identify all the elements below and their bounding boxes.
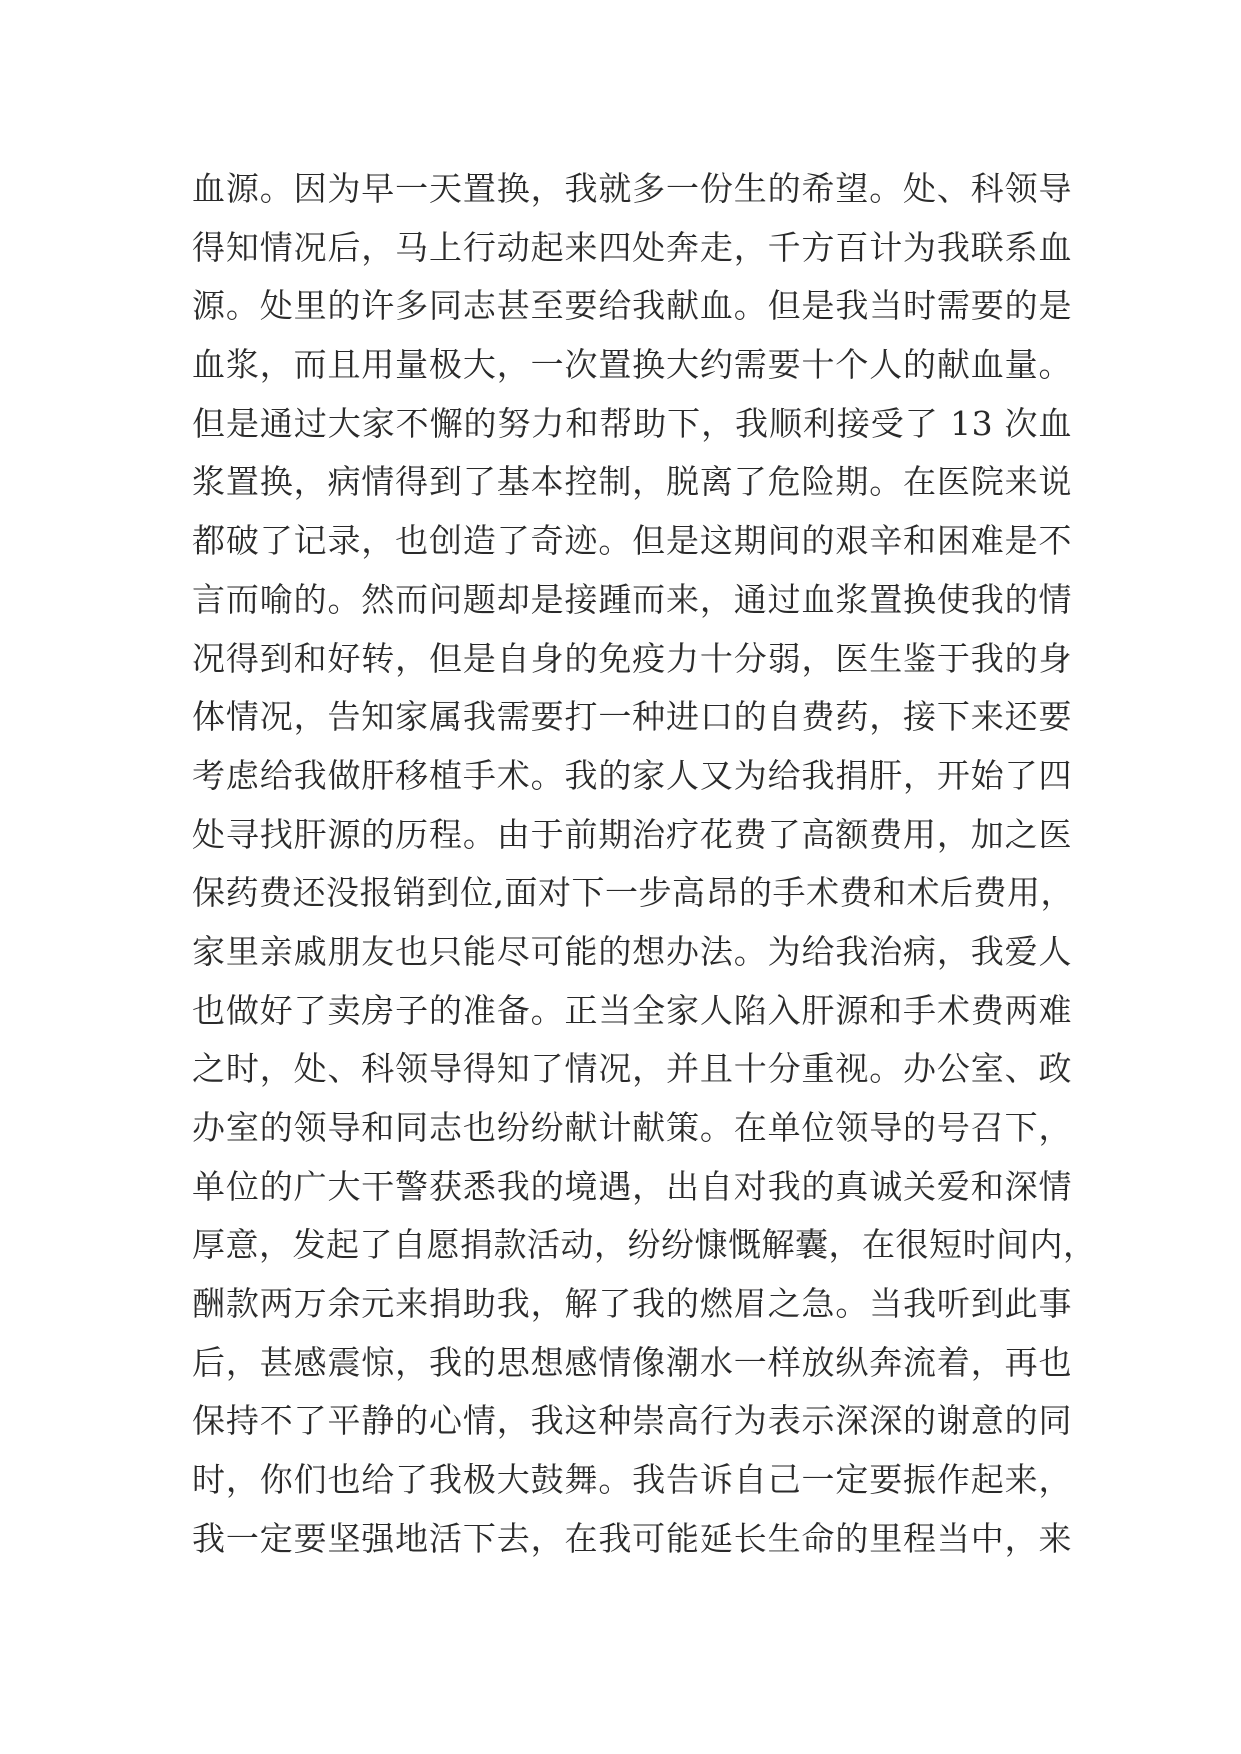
text-line: 得知情况后，马上行动起来四处奔走，千方百计为我联系血: [192, 227, 1072, 267]
text-line: 处寻找肝源的历程。由于前期治疗花费了高额费用，加之医: [192, 814, 1072, 854]
text-line: 家里亲戚朋友也只能尽可能的想办法。为给我治病，我爱人: [192, 931, 1072, 971]
text-line: 都破了记录，也创造了奇迹。但是这期间的艰辛和困难是不: [192, 521, 1072, 561]
text-line: 保药费还没报销到位,面对下一步高昂的手术费和术后费用，: [192, 873, 1074, 913]
text-line: 单位的广大干警获悉我的境遇，出自对我的真诚关爱和深情: [192, 1166, 1072, 1206]
text-line: 体情况，告知家属我需要打一种进口的自费药，接下来还要: [192, 697, 1072, 737]
text-line: 酬款两万余元来捐助我，解了我的燃眉之急。当我听到此事: [192, 1284, 1072, 1324]
body-text: [192, 160, 1097, 1569]
text-line: 也做好了卖房子的准备。正当全家人陷入肝源和手术费两难: [192, 990, 1072, 1030]
text-line: 考虑给我做肝移植手术。我的家人又为给我捐肝，开始了四: [192, 755, 1072, 795]
text-line: 言而喻的。然而问题却是接踵而来，通过血浆置换使我的情: [192, 579, 1072, 619]
text-line: 办室的领导和同志也纷纷献计献策。在单位领导的号召下，: [192, 1108, 1072, 1147]
text-line: 厚意，发起了自愿捐款活动，纷纷慷慨解囊，在很短时间内，: [192, 1225, 1097, 1265]
text-line: 浆置换，病情得到了基本控制，脱离了危险期。在医院来说: [192, 462, 1072, 502]
text-line: 血浆，而且用量极大，一次置换大约需要十个人的献血量。: [192, 345, 1072, 385]
text-line: 血源。因为早一天置换，我就多一份生的希望。处、科领导: [192, 169, 1072, 208]
text-line: 后，甚感震惊，我的思想感情像潮水一样放纵奔流着，再也: [192, 1342, 1072, 1382]
text-line: 时，你们也给了我极大鼓舞。我告诉自己一定要振作起来，: [192, 1460, 1072, 1500]
text-line: 保持不了平静的心情，我这种崇高行为表示深深的谢意的同: [192, 1401, 1072, 1441]
text-line: 我一定要坚强地活下去，在我可能延长生命的里程当中，来: [192, 1518, 1072, 1558]
text-line: 况得到和好转，但是自身的免疫力十分弱，医生鉴于我的身: [192, 638, 1072, 678]
text-line: 源。处里的许多同志甚至要给我献血。但是我当时需要的是: [192, 286, 1072, 326]
text-line: 但是通过大家不懈的努力和帮助下，我顺利接受了 13 次血: [192, 403, 1072, 443]
text-line: 之时，处、科领导得知了情况，并且十分重视。办公室、政: [192, 1049, 1072, 1089]
